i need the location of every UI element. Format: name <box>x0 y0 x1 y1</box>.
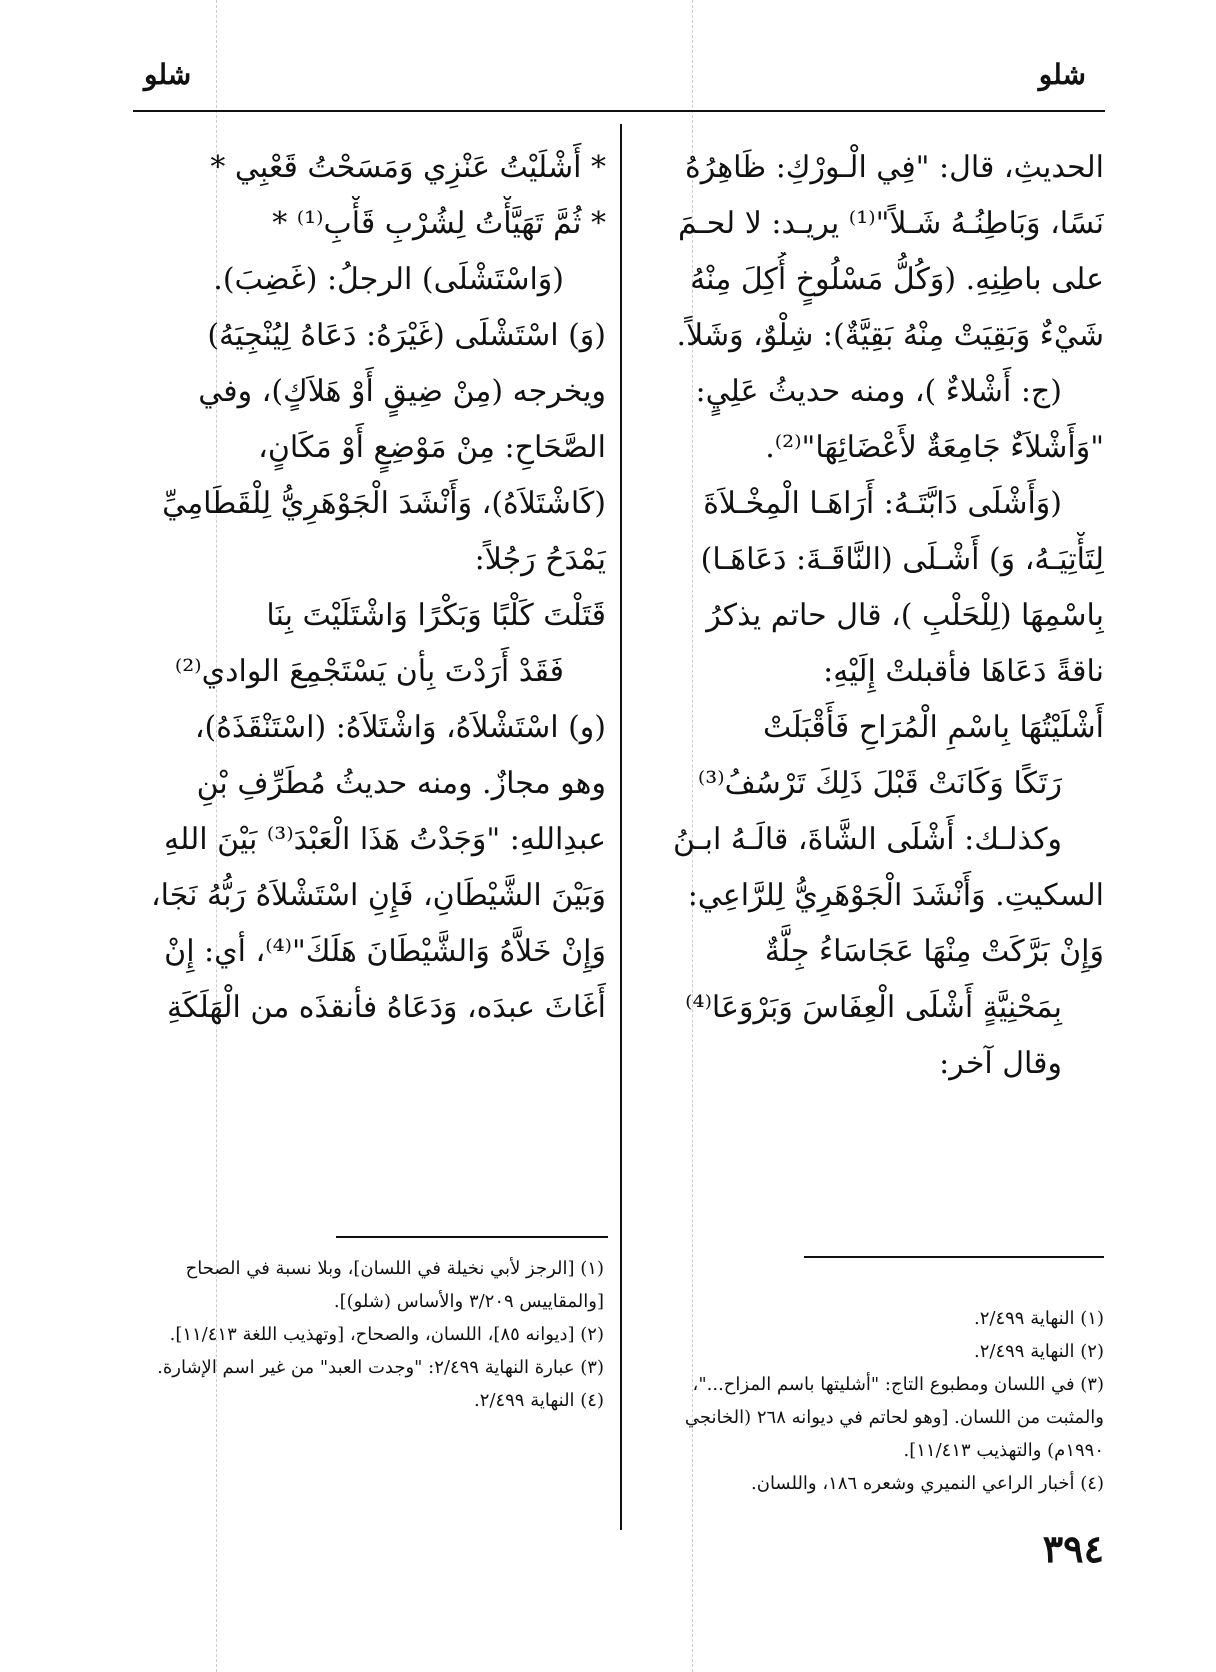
column-divider <box>620 124 622 1530</box>
verse-line: * أَشْلَيْتُ عَنْزِي وَمَسَحْتُ قَعْبِي * <box>210 150 606 185</box>
footnote: (٣) في اللسان ومطبوع التاج: "أشليتها باسم المزاح..."، والمثبت من اللسان. [وهو لحاتم في ديوانه ٢٦٨ (الخانجي ١٩٩٠م) والتهذيب ١١/٤١٣]. <box>684 1374 1104 1461</box>
text-line: وَبَيْنَ الشَّيْطَانِ، فَإِنِ اسْتَشْلاَهُ رَبُّهُ نَجَا، <box>150 878 606 913</box>
footnote: (١) [الرجز لأبي نخيلة في اللسان]، وبلا نسبة في الصحاح [والمقاييس ٣/٢٠٩ والأساس (شلو)]. <box>185 1258 604 1312</box>
text-line: (وَأَشْلَى دَابَّتَـهُ: أَرَاهَـا الْمِخْـلاَةَ <box>703 486 1062 521</box>
footnote: (١) النهاية ٢/٤٩٩. <box>973 1308 1104 1329</box>
text-line: نَسًا، وَبَاطِنُـهُ شَـلاً"⁽¹⁾ يريـد: لا لحـمَ <box>677 206 1104 241</box>
text-line: الحديثِ، قال: "فِي الْـورْكِ: ظَاهِرُهُ <box>685 150 1104 185</box>
text-line: بِاسْمِهَا (لِلْحَلْبِ )، قال حاتم يذكرُ <box>706 598 1104 633</box>
footnote: (٢) النهاية ٢/٤٩٩. <box>973 1341 1104 1362</box>
text-line: وكذلـك: أَشْلَى الشَّاةَ، قالَـهُ ابـنُ <box>673 822 1062 857</box>
verse-line: أَشْلَيْتُهَا بِاسْمِ الْمُرَاحِ فَأَقْبَلَتْ <box>762 710 1104 745</box>
footnote-rule <box>804 1256 1104 1258</box>
text-line: ويخرجه (مِنْ ضِيقٍ أَوْ هَلاَكٍ)، وفي <box>198 374 606 409</box>
text-line: (و) اسْتَشْلاَهُ، وَاشْتَلاَهُ: (اسْتَنْقَذَهُ)، <box>194 710 606 745</box>
text-line: "وَأَشْلاَءٌ جَامِعَةٌ لأَعْضَائِهَا"⁽²⁾. <box>765 430 1104 465</box>
verse-line: قَتَلْتَ كَلْبًا وَبَكْرًا وَاشْتَلَيْتَ بِنَا <box>266 598 606 633</box>
footnote: (٢) [ديوانه ٨٥]، اللسان، والصحاح، [وتهذيب اللغة ١١/٤١٣]. <box>169 1324 604 1345</box>
text-line: يَمْدَحُ رَجُلاً: <box>474 542 606 577</box>
running-header-right: شلو <box>1038 58 1086 91</box>
footnote: (٤) النهاية ٢/٤٩٩. <box>473 1390 604 1411</box>
left-footnotes <box>144 1252 604 1417</box>
footnote-rule <box>336 1236 608 1238</box>
text-line: وقال آخر: <box>939 1046 1062 1081</box>
text-line: ناقةً دَعَاهَا فأقبلتْ إِلَيْهِ: <box>823 654 1104 689</box>
text-line: على باطِنِهِ. (وَكُلُّ مَسْلُوخٍ أُكِلَ مِنْهُ <box>690 262 1104 297</box>
verse-line: بِمَحْنِيَّةٍ أَشْلَى الْعِفَاسَ وَبَرْوَعَا⁽⁴⁾ <box>685 990 1062 1025</box>
footnote: (٣) عبارة النهاية ٢/٤٩٩: "وجدت العبد" من غير اسم الإشارة. <box>157 1357 604 1378</box>
text-line: لِتَأْتِيَـهُ، وَ) أَشْـلَى (النَّاقَـةَ: دَعَاهَـا) <box>700 542 1104 577</box>
text-line: السكيتِ. وَأَنْشَدَ الْجَوْهَرِيُّ لِلرَّاعِي: <box>687 878 1104 913</box>
page-number: ٣٩٤ <box>1042 1526 1104 1571</box>
text-line: عبدِاللهِ: "وَجَدْتُ هَذَا الْعَبْدَ⁽³⁾ بَيْنَ اللهِ <box>164 822 606 857</box>
text-line: (وَ) اسْتَشْلَى (غَيْرَهُ: دَعَاهُ لِيُنْجِيَهُ) <box>207 318 606 353</box>
text-line: الصَّحَاحِ: مِنْ مَوْضِعٍ أَوْ مَكَانٍ، <box>258 430 606 465</box>
verse-line: فَقَدْ أَرَدْتَ بِأن يَسْتَجْمِعَ الوادي⁽²⁾ <box>174 654 564 689</box>
text-line: وهو مجازٌ. ومنه حديثُ مُطَرِّفِ بْنِ <box>196 766 606 801</box>
text-line: وَإِنْ خَلاَّهُ وَالشَّيْطَانَ هَلَكَ"⁽⁴⁾، أي: إِنْ <box>164 934 606 969</box>
verse-line: * ثُمَّ تَهَيَّأْتُ لِشُرْبِ قَأْبِ⁽¹⁾ * <box>272 206 606 241</box>
right-footnotes <box>644 1302 1104 1500</box>
text-line: (كَاشْتَلاَهُ)، وَأَنْشَدَ الْجَوْهَرِيُّ لِلْقَطَامِيِّ <box>162 486 606 521</box>
text-line: أَغَاثَ عبدَه، وَدَعَاهُ فأنقذَه من الْهَلَكَةِ <box>166 990 606 1025</box>
text-line: (ج: أَشْلاءٌ )، ومنه حديثُ عَلِيٍ: <box>695 374 1062 409</box>
text-line: شَيْءٌ وَبَقِيَتْ مِنْهُ بَقِيَّةٌ): شِلْوٌ، وَشَلاً. <box>676 318 1104 353</box>
footnote: (٤) أخبار الراعي النميري وشعره ١٨٦، واللسان. <box>751 1473 1104 1494</box>
text-line: (وَاسْتَشْلَى) الرجلُ: (غَضِبَ). <box>213 262 564 297</box>
header-rule <box>133 110 1105 112</box>
verse-line: وَإِنْ بَرَّكَتْ مِنْهَا عَجَاسَاءُ جِلَّةٌ <box>764 934 1104 969</box>
left-column <box>146 140 606 1036</box>
right-column <box>648 140 1104 1092</box>
running-header-left: شلو <box>144 58 192 91</box>
verse-line: رَتَكًا وَكَانَتْ قَبْلَ ذَلِكَ تَرْسُفُ⁽³⁾ <box>697 766 1062 801</box>
